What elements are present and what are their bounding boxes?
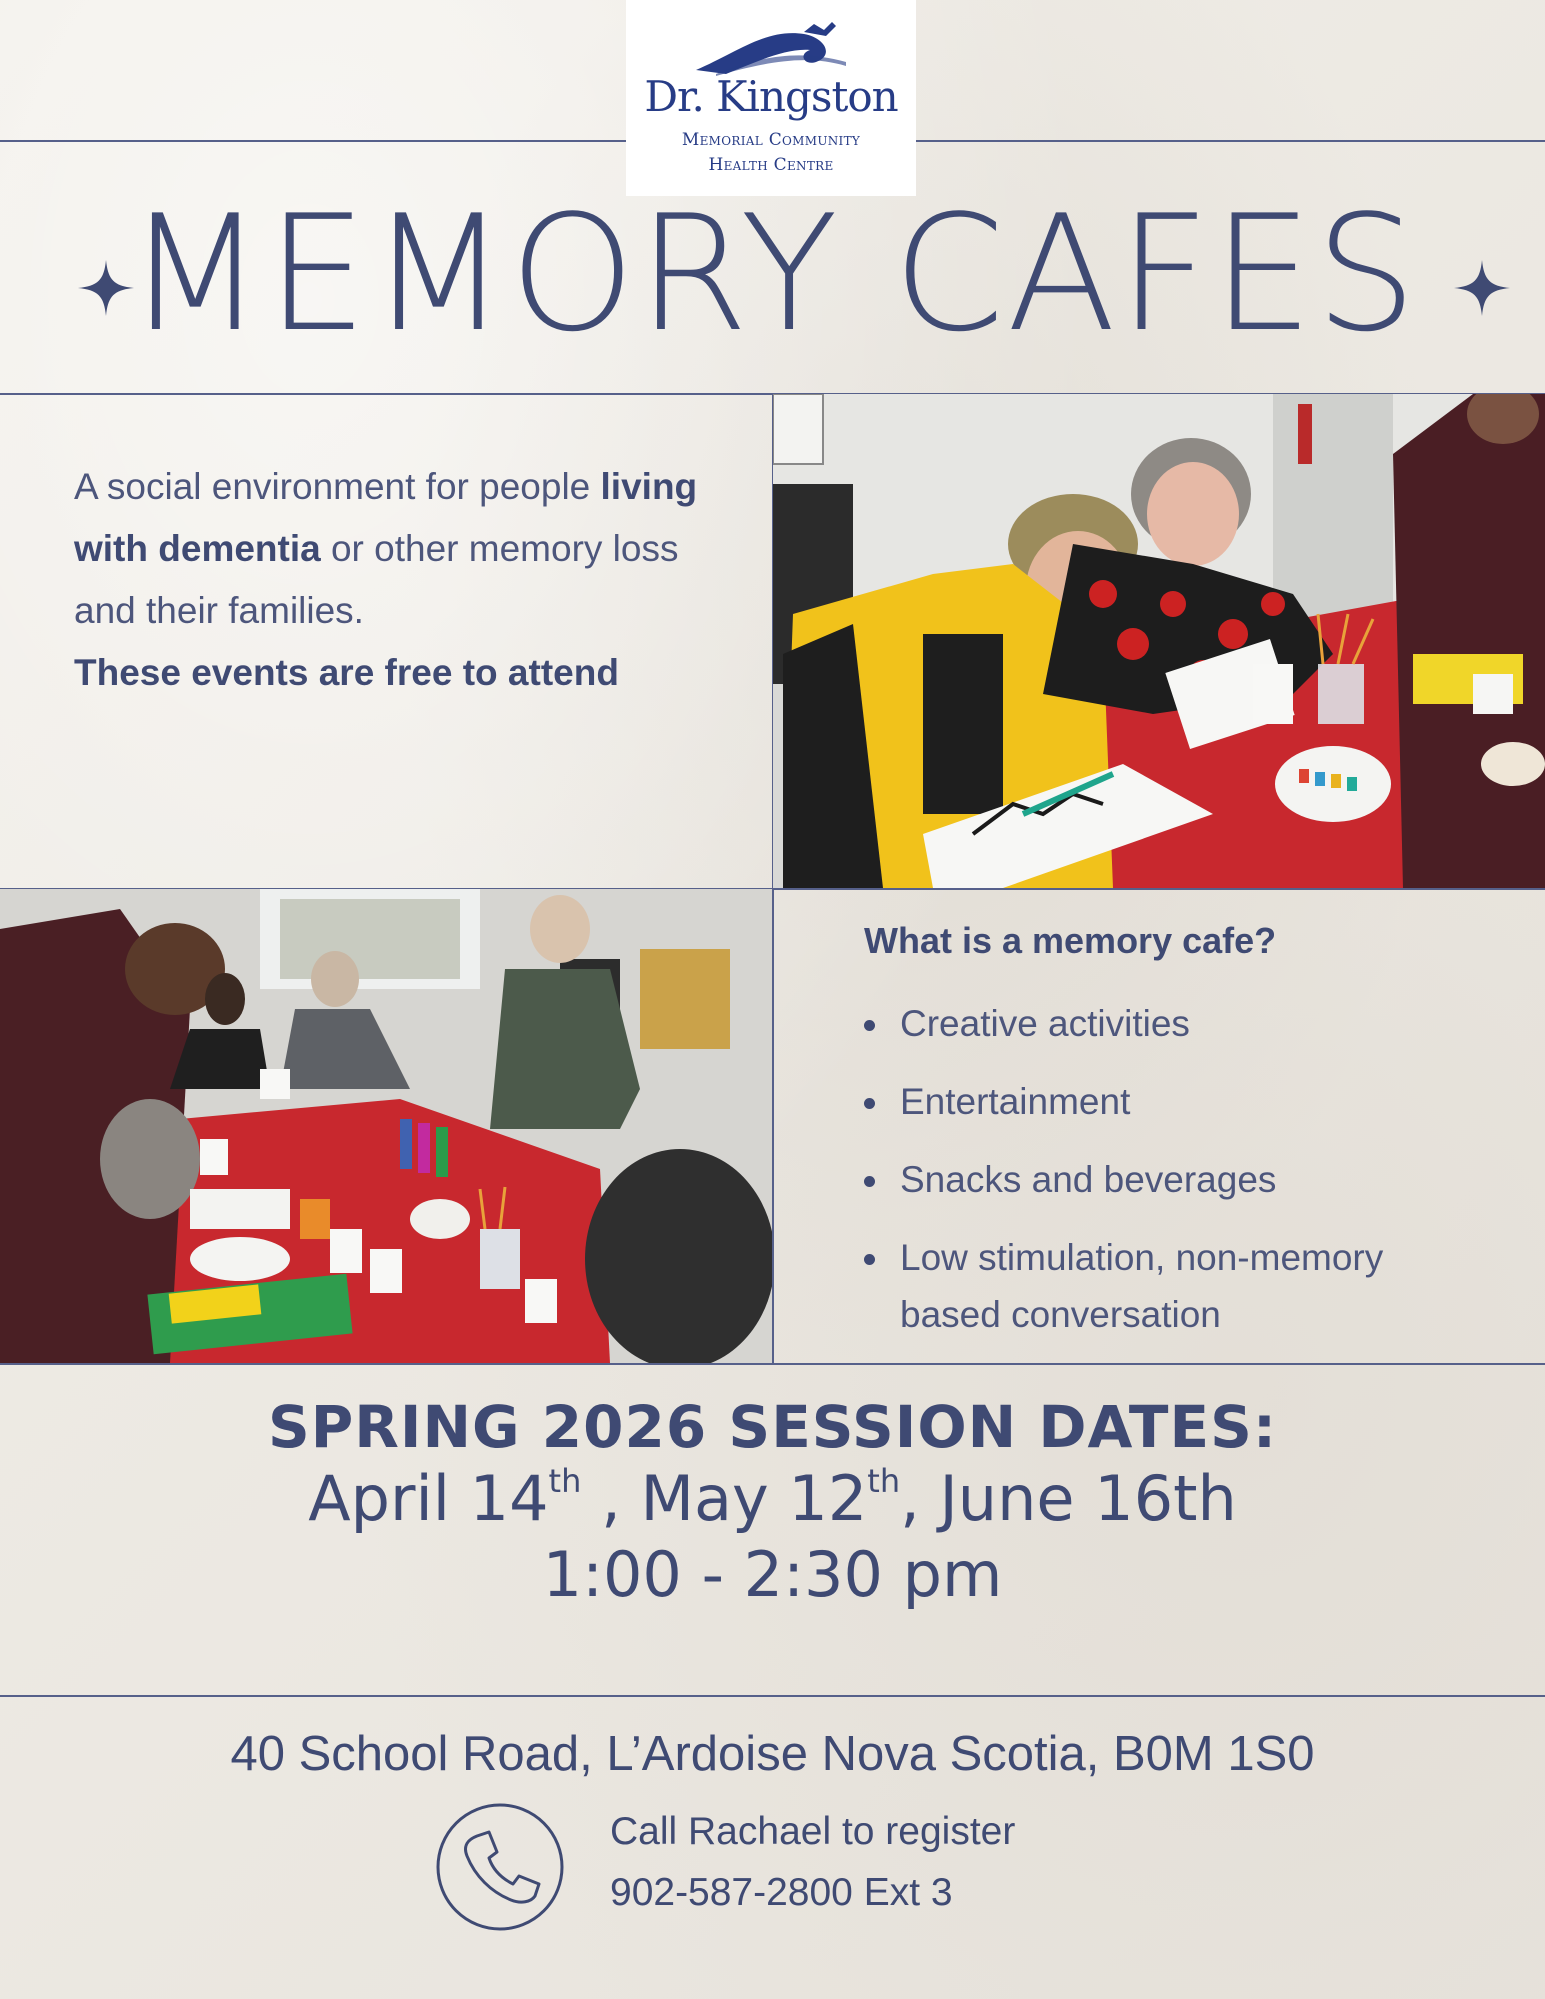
logo — [626, 0, 916, 196]
top-divider-left — [0, 140, 626, 142]
sparkle-right-icon — [1450, 256, 1514, 320]
logo-wave-icon — [686, 18, 866, 78]
date-may: , May 12 — [581, 1462, 868, 1535]
date-june: , June 16th — [900, 1462, 1237, 1535]
phone-icon — [435, 1802, 565, 1932]
logo-subtitle-1: Memorial Community — [681, 130, 861, 150]
date-may-suffix: th — [867, 1462, 901, 1500]
intro-part-2: or other memory loss and their families. — [74, 528, 679, 631]
logo-subtitle-2: Health Centre — [708, 155, 834, 175]
logo-name: Dr. Kingston — [644, 72, 898, 121]
feature-item: Entertainment — [864, 1073, 1460, 1130]
top-divider-right — [916, 140, 1545, 142]
date-april-suffix: th — [548, 1462, 582, 1500]
call-to-register: Call Rachael to register — [610, 1810, 1016, 1853]
feature-item: Snacks and beverages — [864, 1151, 1460, 1208]
intro-free-note: These events are free to attend — [74, 652, 619, 693]
date-april: April 14 — [308, 1462, 549, 1535]
feature-list — [864, 995, 1460, 1364]
session-dates — [0, 1462, 1545, 1535]
section-divider-4 — [0, 1695, 1545, 1697]
phone-number[interactable]: 902-587-2800 Ext 3 — [610, 1871, 953, 1914]
intro-bold-1: living with dementia — [74, 466, 698, 569]
photo-painting-activity — [773, 394, 1545, 888]
photo-group-table — [0, 889, 772, 1363]
feature-item-text: Low stimulation, non-memory based conversation — [900, 1237, 1384, 1335]
address: 40 School Road, L’Ardoise Nova Scotia, B0M 1S0 — [230, 1727, 1315, 1781]
session-time: 1:00 - 2:30 pm — [542, 1538, 1003, 1611]
feature-item: Creative activities — [864, 995, 1460, 1052]
page-title: MEMORY CAFES — [126, 180, 1419, 367]
intro-part-1: A social environment for people — [74, 466, 601, 507]
feature-item — [864, 1229, 1460, 1343]
intro-text — [74, 456, 714, 704]
whatis-heading: What is a memory cafe? — [864, 920, 1277, 961]
session-heading: SPRING 2026 SESSION DATES: — [267, 1393, 1278, 1461]
